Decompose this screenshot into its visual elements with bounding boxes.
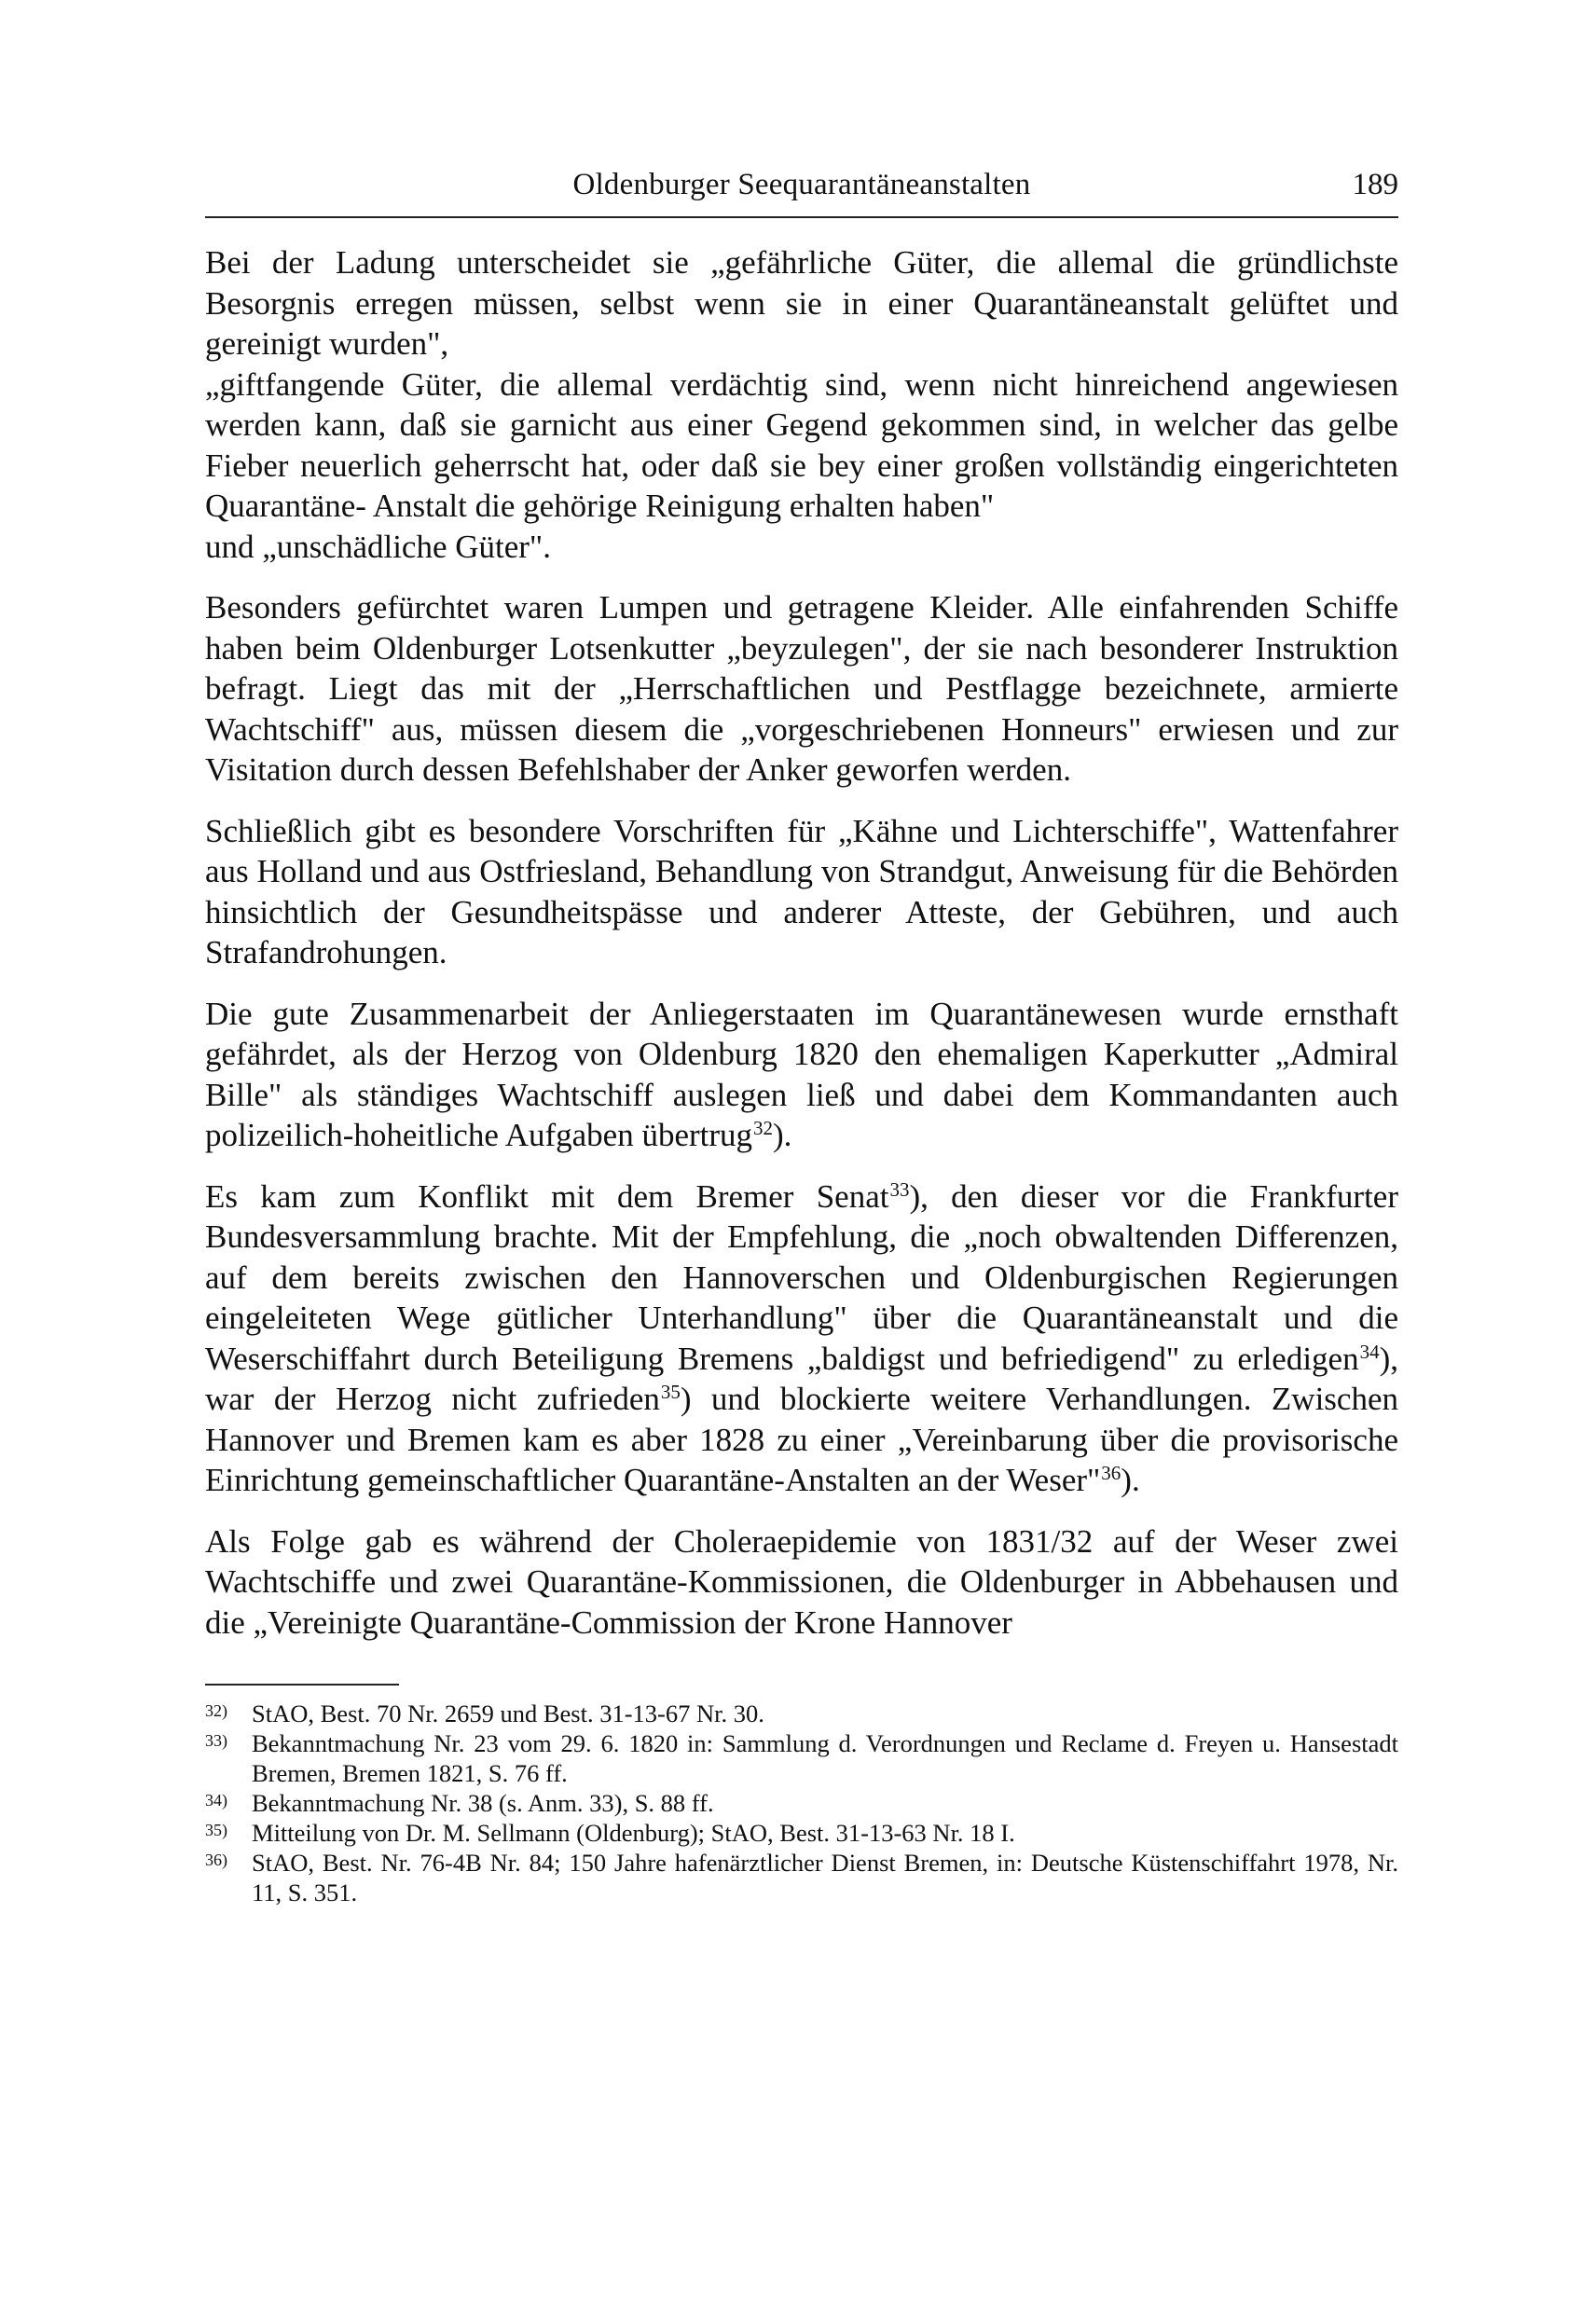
footnote-text: StAO, Best. Nr. 76-4B Nr. 84; 150 Jahre hafenärztlicher Dienst Bremen, in: Deutsche Küstenschiffahrt 1978, Nr. 11, S. 351. xyxy=(252,1849,1398,1906)
page-number: 189 xyxy=(1352,168,1398,201)
footnote-ref-33[interactable]: 33 xyxy=(889,1177,910,1201)
footnote-text: Mitteilung von Dr. M. Sellmann (Oldenburg); StAO, Best. 31-13-63 Nr. 18 I. xyxy=(252,1819,1015,1847)
text-run: ), war der Herzog nicht zufrieden xyxy=(205,1340,1398,1417)
text-run: Die gute Zusammenarbeit der Anliegerstaaten im Quarantänewesen wurde ernsthaft gefährdet, als der Herzog von Oldenburg 1820 den ehemaligen Kaperkutter „Admiral Bille" als ständiges Wachtschiff auslegen ließ und dabei dem Kommandanten auch polizeilich-hoheitliche Aufgaben übertrug xyxy=(205,995,1398,1153)
footnote-text: Bekanntmachung Nr. 23 vom 29. 6. 1820 in: Sammlung d. Verordnungen und Reclame d. Freyen u. Hansestadt Bremen, Bremen 1821, S. 76 ff. xyxy=(252,1729,1398,1787)
footnote-number: 32) xyxy=(205,1701,227,1720)
footnote-36 xyxy=(205,1848,1398,1907)
footnote-32 xyxy=(205,1699,1398,1728)
footnote-ref-35[interactable]: 35 xyxy=(660,1381,681,1403)
footnote-number: 34) xyxy=(205,1791,227,1810)
footnote-divider xyxy=(205,1684,399,1686)
body-text xyxy=(205,242,1398,1643)
paragraph-conflict xyxy=(205,1177,1398,1501)
paragraph-goods-harmless: und „unschädliche Güter". xyxy=(205,528,551,565)
paragraph-regulations: Schließlich gibt es besondere Vorschriften für „Kähne und Lichterschiffe", Wattenfahrer aus Holland und aus Ostfriesland, Behandlung von Strandgut, Anweisung für die Behörden hinsichtlich der Gesundheitspässe und anderer Atteste, der Gebühren, und auch Strafandrohungen. xyxy=(205,812,1398,970)
text-run: Es kam zum Konflikt mit dem Bremer Senat xyxy=(205,1177,889,1215)
footnotes xyxy=(205,1699,1398,1907)
footnote-33 xyxy=(205,1728,1398,1788)
footnote-text: Bekanntmachung Nr. 38 (s. Anm. 33), S. 88 ff. xyxy=(252,1789,714,1817)
text-run: ), den dieser vor die Frankfurter Bundesversammlung brachte. Mit der Empfehlung, die „noch obwaltenden Differenzen, auf dem bereits zwischen den Hannoverschen und Oldenburgischen Regierungen eingeleiteten Wege gütlicher Unterhandlung" über die Quarantäneanstalt und die Weserschiffahrt durch Beteiligung Bremens „baldigst und befriedigend" zu erledigen xyxy=(205,1177,1398,1377)
text-run: ). xyxy=(1121,1462,1140,1498)
footnote-ref-32[interactable]: 32 xyxy=(753,1117,774,1139)
running-header xyxy=(205,158,1398,218)
text-run: ). xyxy=(773,1117,792,1153)
paragraph-goods-intro: Bei der Ladung unterscheidet sie „gefährliche Güter, die allemal die gründlichste Besorgnis erregen müssen, selbst wenn sie in einer Quarantäneanstalt gelüftet und gereinigt wurden", xyxy=(205,244,1398,362)
footnote-number: 35) xyxy=(205,1821,227,1839)
document-page xyxy=(205,158,1398,1907)
text-run: ) und blockierte weitere Verhandlungen. Zwischen Hannover und Bremen kam es aber 1828 zu einer „Vereinbarung über die provisorische Einrichtung gemeinschaftlicher Quarantäne-Anstalten an der Weser" xyxy=(205,1381,1399,1498)
paragraph-cholera: Als Folge gab es während der Choleraepidemie von 1831/32 auf der Weser zwei Wachtschiffe und zwei Quarantäne-Kommissionen, die Oldenburger in Abbehausen und die „Vereinigte Quarantäne-Commission der Krone Hannover xyxy=(205,1522,1398,1641)
footnote-text: StAO, Best. 70 Nr. 2659 und Best. 31-13-67 Nr. 30. xyxy=(252,1700,764,1727)
paragraph-goods-poison: „giftfangende Güter, die allemal verdächtig sind, wenn nicht hinreichend angewiesen werden kann, daß sie garnicht aus einer Gegend gekommen sind, in welcher das gelbe Fieber neuerlich geherrscht hat, oder daß sie bey einer großen vollständig eingerichteten Quarantäne- Anstalt die gehörige Reinigung erhalten haben" xyxy=(205,365,1398,524)
running-title: Oldenburger Seequarantäneanstalten xyxy=(572,168,1031,201)
footnote-number: 36) xyxy=(205,1851,227,1869)
footnote-34 xyxy=(205,1788,1398,1818)
paragraph-cooperation xyxy=(205,994,1398,1156)
footnote-number: 33) xyxy=(205,1731,227,1750)
footnote-35 xyxy=(205,1818,1398,1848)
footnote-ref-34[interactable]: 34 xyxy=(1359,1340,1380,1363)
footnote-ref-36[interactable]: 36 xyxy=(1101,1462,1121,1484)
paragraph-rags-clothes: Besonders gefürchtet waren Lumpen und getragene Kleider. Alle einfahrenden Schiffe haben beim Oldenburger Lotsenkutter „beyzulegen", der sie nach besonderer Instruktion befragt. Liegt das mit der „Herrschaftlichen und Pestflagge bezeichnete, armierte Wachtschiff" aus, müssen diesem die „vorgeschriebenen Honneurs" erwiesen und zur Visitation durch dessen Befehlshaber der Anker geworfen werden. xyxy=(205,589,1398,788)
